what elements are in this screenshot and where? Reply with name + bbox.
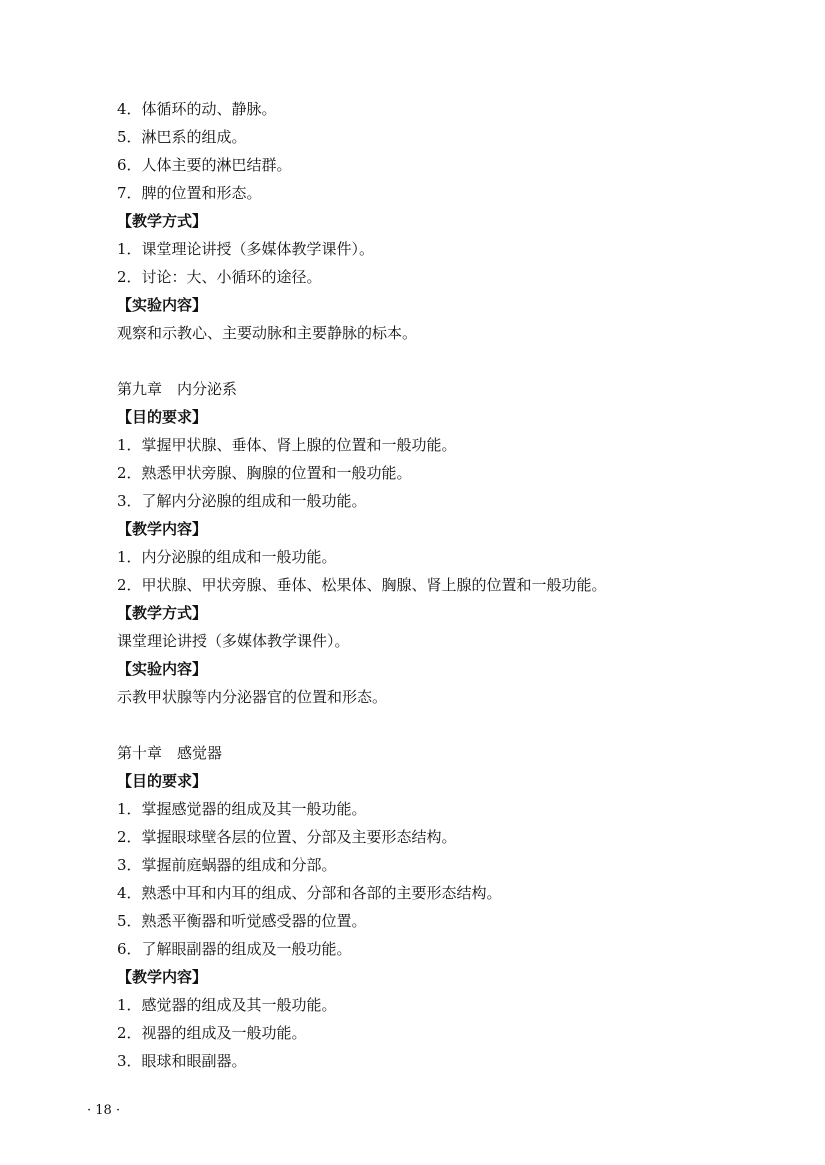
list-item: 1．感觉器的组成及其一般功能。 <box>117 996 337 1014</box>
list-item: 2．讨论：大、小循环的途径。 <box>117 268 322 286</box>
section-heading: 【教学内容】 <box>117 520 208 538</box>
list-item: 2．掌握眼球壁各层的位置、分部及主要形态结构。 <box>117 828 457 846</box>
section-heading: 【目的要求】 <box>117 408 208 426</box>
chapter-title: 第十章 感觉器 <box>117 744 223 762</box>
section-heading: 【教学内容】 <box>117 968 208 986</box>
list-item: 2．甲状腺、甲状旁腺、垂体、松果体、胸腺、肾上腺的位置和一般功能。 <box>117 576 607 594</box>
section-heading: 【实验内容】 <box>117 660 208 678</box>
list-item: 5．熟悉平衡器和听觉感受器的位置。 <box>117 912 367 930</box>
chapter-title: 第九章 内分泌系 <box>117 380 238 398</box>
paragraph: 课堂理论讲授（多媒体教学课件）。 <box>117 632 350 650</box>
list-item: 1．内分泌腺的组成和一般功能。 <box>117 548 337 566</box>
list-item: 2．熟悉甲状旁腺、胸腺的位置和一般功能。 <box>117 464 412 482</box>
list-item: 3．掌握前庭蜗器的组成和分部。 <box>117 856 337 874</box>
page-content <box>117 100 757 1080</box>
list-item: 1．掌握甲状腺、垂体、肾上腺的位置和一般功能。 <box>117 436 457 454</box>
list-item: 4．熟悉中耳和内耳的组成、分部和各部的主要形态结构。 <box>117 884 502 902</box>
list-item: 2．视器的组成及一般功能。 <box>117 1024 307 1042</box>
section-heading: 【教学方式】 <box>117 212 208 230</box>
list-item: 3．了解内分泌腺的组成和一般功能。 <box>117 492 367 510</box>
list-item: 5．淋巴系的组成。 <box>117 128 247 146</box>
list-item: 1．课堂理论讲授（多媒体教学课件）。 <box>117 240 375 258</box>
section-heading: 【目的要求】 <box>117 772 208 790</box>
list-item: 6．了解眼副器的组成及一般功能。 <box>117 940 352 958</box>
list-item: 4．体循环的动、静脉。 <box>117 100 277 118</box>
list-item: 3．眼球和眼副器。 <box>117 1052 247 1070</box>
section-heading: 【教学方式】 <box>117 604 208 622</box>
paragraph: 示教甲状腺等内分泌器官的位置和形态。 <box>117 688 388 706</box>
page-number: · 18 · <box>87 1103 121 1118</box>
list-item: 1．掌握感觉器的组成及其一般功能。 <box>117 800 367 818</box>
paragraph: 观察和示教心、主要动脉和主要静脉的标本。 <box>117 324 418 342</box>
list-item: 7．脾的位置和形态。 <box>117 184 262 202</box>
list-item: 6．人体主要的淋巴结群。 <box>117 156 292 174</box>
section-heading: 【实验内容】 <box>117 296 208 314</box>
